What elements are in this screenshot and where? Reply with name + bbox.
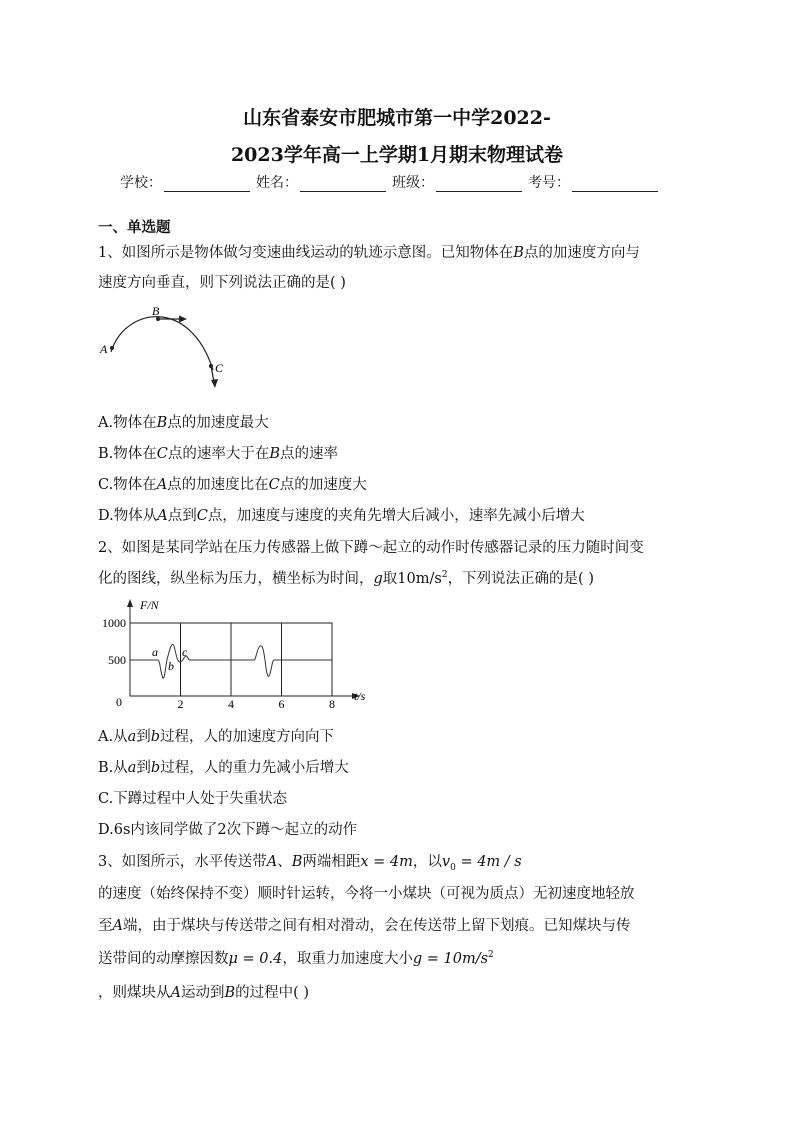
q2-option-a[interactable]: [98, 725, 334, 746]
q2-option-d[interactable]: D.6s内该同学做了2次下蹲～起立的动作: [98, 822, 358, 838]
opt-text: 点的加速度大: [279, 477, 367, 493]
y-tick-500: 500: [108, 653, 126, 667]
q3-eq: x = 4m: [360, 854, 413, 870]
q1-text: 1、如图所示是物体做匀变速曲线运动的轨迹示意图。已知物体在: [98, 245, 514, 261]
q3-var: v: [441, 854, 451, 870]
opt-text: 点，加速度与速度的夹角先增大后减小，速率先减小后增大: [207, 508, 585, 524]
q3-eq: = 4m / s: [455, 854, 522, 870]
info-label: 学校：: [120, 175, 162, 191]
q3-sub: 0: [450, 862, 456, 873]
point-label-c: c: [182, 645, 188, 659]
info-name: [256, 172, 386, 192]
x-tick-4: 4: [228, 697, 234, 708]
q3-line2: 的速度（始终保持不变）顺时针运转，今将一小煤块（可视为质点）无初速度地轻放: [98, 886, 635, 902]
opt-text: 点的速率: [280, 446, 339, 462]
y-tick-0: 0: [116, 695, 122, 708]
opt-text: 到: [136, 729, 151, 745]
q3-text: 至: [98, 918, 113, 934]
student-info-row: [120, 172, 680, 192]
q2-text: 取10m/s: [382, 571, 442, 587]
info-id: [528, 172, 658, 192]
q3-text: 端，由于煤块与传送带之间有相对滑动，会在传送带上留下划痕。已知煤块与传: [122, 918, 631, 934]
q1-var: B: [513, 245, 524, 261]
opt-text: 点的加速度比在: [167, 477, 269, 493]
q2-text: ，下列说法正确的是( ): [447, 571, 594, 587]
opt-text: 过程，人的加速度方向向下: [160, 729, 335, 745]
opt-var: A: [156, 477, 168, 493]
q3-line3: [98, 914, 630, 935]
q2-option-b[interactable]: [98, 756, 349, 777]
opt-text: A.物体在: [98, 415, 157, 431]
class-blank[interactable]: [436, 177, 522, 192]
opt-var: B: [269, 446, 281, 462]
info-label: 班级：: [392, 175, 434, 191]
point-label-b: b: [168, 659, 174, 673]
opt-text: A.从: [98, 729, 128, 745]
opt-text: 点到: [167, 508, 197, 524]
q3-line5: [98, 981, 309, 1002]
q3-text: ，取重力加速度大小: [282, 951, 413, 967]
opt-text: B.物体在: [98, 446, 157, 462]
label-a: A: [100, 342, 108, 356]
q3-eq: μ = 0.4: [228, 951, 283, 967]
q1-stem-line1: [98, 241, 640, 262]
info-label: 考号：: [528, 175, 570, 191]
q2-stem-line2: [98, 567, 594, 588]
label-c: C: [215, 361, 224, 375]
opt-var: C: [268, 477, 280, 493]
point-label-a: a: [152, 645, 158, 659]
q2-force-time-graph: [92, 596, 382, 708]
y-tick-1000: 1000: [102, 616, 126, 630]
q2-text: 化的图线，纵坐标为压力，横坐标为时间，: [98, 571, 374, 587]
q1-option-d[interactable]: [98, 504, 585, 525]
q3-eq: g = 10m/s: [412, 951, 489, 967]
q3-text: 两端相距: [302, 854, 361, 870]
q1-text: 点的加速度方向与: [523, 245, 640, 261]
opt-text: D.物体从: [98, 508, 158, 524]
school-blank[interactable]: [164, 177, 250, 192]
opt-var: B: [156, 415, 168, 431]
label-b: B: [152, 304, 160, 318]
q3-var: A: [170, 985, 181, 1001]
section-title: 一、单选题: [98, 220, 171, 236]
q3-line4: [98, 947, 494, 968]
opt-text: 过程，人的重力先减小后增大: [160, 760, 349, 776]
opt-var: b: [150, 760, 161, 776]
name-blank[interactable]: [300, 177, 386, 192]
opt-text: 点的加速度最大: [167, 415, 269, 431]
velocity-arrowhead: [179, 316, 187, 323]
id-blank[interactable]: [572, 177, 658, 192]
point-a-dot: [110, 346, 114, 350]
q3-var: A: [112, 918, 123, 934]
opt-text: B.从: [98, 760, 128, 776]
q1-option-a[interactable]: [98, 411, 269, 432]
q2-sup: 2: [441, 570, 448, 581]
opt-text: C.物体在: [98, 477, 157, 493]
q2-option-c[interactable]: C.下蹲过程中人处于失重状态: [98, 791, 288, 807]
q3-text: ，以: [412, 854, 442, 870]
opt-var: C: [156, 446, 168, 462]
y-axis-arrow: [127, 599, 133, 607]
q3-text: 送带间的动摩擦因数: [98, 951, 229, 967]
q3-var: B: [291, 854, 303, 870]
q1-option-c[interactable]: [98, 473, 367, 494]
opt-text: 点的速率大于在: [167, 446, 270, 462]
info-class: [392, 172, 522, 192]
opt-var: a: [127, 729, 137, 745]
info-label: 姓名：: [256, 175, 298, 191]
q3-sup: 2: [488, 950, 494, 961]
q3-var: A: [266, 854, 278, 870]
opt-var: A: [157, 508, 168, 524]
exam-title-line1: 山东省泰安市肥城市第一中学2022-: [243, 107, 551, 129]
x-tick-6: 6: [278, 697, 285, 708]
q3-line1: [98, 850, 522, 873]
q3-text: 的过程中( ): [235, 985, 310, 1001]
q1-trajectory-figure: [95, 302, 235, 394]
x-tick-2: 2: [177, 697, 184, 708]
info-school: [120, 172, 250, 192]
trajectory-curve: [111, 317, 213, 370]
q3-text: ，则煤块从: [98, 985, 171, 1001]
q2-stem-line1: 2、如图是某同学站在压力传感器上做下蹲～起立的动作时传感器记录的压力随时间变: [98, 540, 644, 556]
opt-var: b: [150, 729, 161, 745]
opt-text: 到: [136, 760, 151, 776]
q1-option-b[interactable]: [98, 442, 338, 463]
velocity-arrowhead: [211, 379, 218, 388]
x-axis-label: t/s: [354, 689, 366, 703]
q3-text: 3、如图所示，水平传送带: [98, 854, 267, 870]
exam-title-line2: 2023学年高一上学期1月期末物理试卷: [230, 144, 564, 166]
x-tick-8: 8: [329, 697, 335, 708]
opt-var: C: [196, 508, 208, 524]
q1-stem-line2: 速度方向垂直，则下列说法正确的是( ): [98, 275, 346, 291]
y-axis-label: F/N: [140, 598, 159, 612]
q2-var: g: [373, 571, 383, 587]
opt-var: a: [127, 760, 137, 776]
q3-var: B: [224, 985, 236, 1001]
q3-text: 、: [277, 854, 292, 870]
q3-text: 运动到: [180, 985, 225, 1001]
